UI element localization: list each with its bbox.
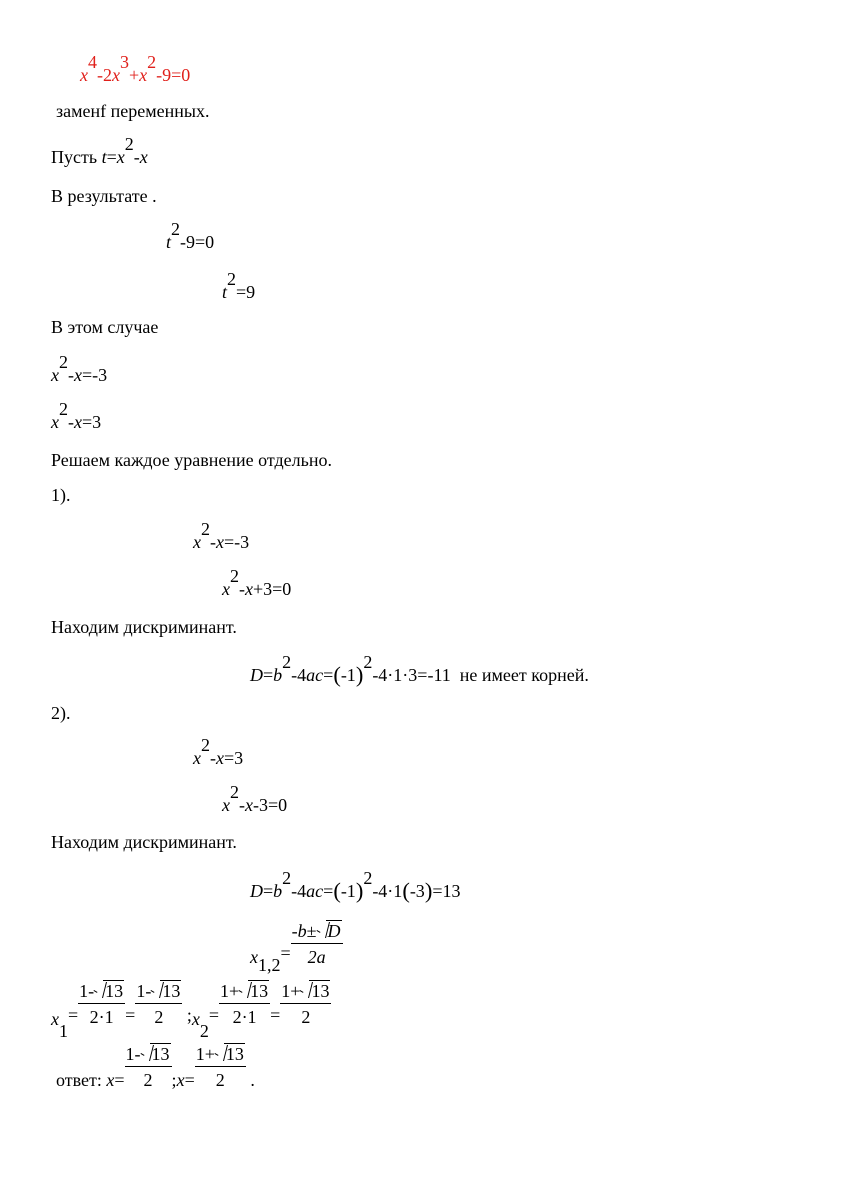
var-x: x xyxy=(74,365,82,385)
right-paren: ) xyxy=(355,878,364,904)
neg-one: -1 xyxy=(340,881,356,901)
exp-3: 3 xyxy=(120,52,129,73)
one-minus: 1- xyxy=(79,981,95,1001)
thirteen: 13 xyxy=(250,981,269,1001)
answer-line xyxy=(56,1045,255,1091)
exp-2: 2 xyxy=(124,134,134,155)
var-x: x xyxy=(51,1009,59,1030)
denominator: 2 xyxy=(143,1070,153,1090)
minus: - xyxy=(210,748,216,768)
eq-tail: -3=0 xyxy=(253,795,288,815)
minus: - xyxy=(68,412,74,432)
one-minus: 1- xyxy=(136,981,152,1001)
result-text: В результате . xyxy=(51,186,157,206)
discriminant-2 xyxy=(250,868,461,904)
let-line xyxy=(51,134,148,167)
roots-formula xyxy=(250,918,343,976)
exp-2: 2 xyxy=(201,519,210,540)
exp-2: 2 xyxy=(282,868,292,889)
thirteen: 13 xyxy=(162,981,181,1001)
left-paren: ( xyxy=(333,878,341,904)
sqrt xyxy=(215,1043,245,1063)
part1-eq-b xyxy=(222,566,292,599)
sqrt xyxy=(300,980,330,1000)
numerator xyxy=(78,980,125,1004)
var-x: x xyxy=(216,748,224,768)
one-plus: 1+ xyxy=(219,981,240,1001)
thirteen: 13 xyxy=(225,1044,244,1064)
period: . xyxy=(250,1070,255,1091)
exp-2: 2 xyxy=(59,352,68,373)
plus-sign: + xyxy=(129,65,140,85)
part-2-label: 2). xyxy=(51,703,71,723)
sqrt xyxy=(239,980,269,1000)
equals: = xyxy=(125,1005,136,1026)
var-x: x xyxy=(139,65,148,85)
sqrt xyxy=(141,1043,171,1063)
sqrt xyxy=(151,980,181,1000)
denominator: 2·1 xyxy=(89,1007,114,1027)
var-ac: ac xyxy=(306,665,324,685)
neg-three: -3 xyxy=(409,881,425,901)
minus-4: -4 xyxy=(291,665,307,685)
numerator xyxy=(280,980,331,1004)
var-b: b xyxy=(273,665,283,685)
equation-tail: -9=0 xyxy=(156,65,191,85)
denominator: 2 xyxy=(215,1070,225,1090)
exp-2: 2 xyxy=(227,269,237,290)
eq-tail: =3 xyxy=(82,412,102,432)
var-x: x xyxy=(191,1009,200,1030)
var-x: x xyxy=(74,412,82,432)
denominator: 2 xyxy=(154,1007,164,1027)
part2-eq-b xyxy=(222,782,288,815)
minus: - xyxy=(239,795,245,815)
numerator xyxy=(219,980,270,1004)
neg-one: -1 xyxy=(340,665,356,685)
var-x: x xyxy=(222,795,230,815)
exp-2: 2 xyxy=(363,868,373,889)
denominator: 2 xyxy=(301,1007,311,1027)
one-plus: 1+ xyxy=(281,981,301,1001)
part-1-label: 1). xyxy=(51,485,71,505)
var-b: b xyxy=(273,881,283,901)
subscript-2: 2 xyxy=(199,1021,209,1042)
denominator: 2·1 xyxy=(232,1007,257,1027)
exp-2: 2 xyxy=(201,735,210,756)
exp-2: 2 xyxy=(59,399,68,420)
separator: ; xyxy=(186,1005,192,1026)
eq-tail: +3=0 xyxy=(253,579,292,599)
minus: - xyxy=(210,532,216,552)
exp-2: 2 xyxy=(230,566,239,587)
exp-2: 2 xyxy=(147,52,157,73)
fraction-numerator xyxy=(291,920,343,944)
answer-fraction-1 xyxy=(125,1043,172,1089)
equals: = xyxy=(184,1070,195,1091)
case-text: В этом случае xyxy=(51,317,159,337)
discriminant-value: -4·1·3=-11 xyxy=(372,665,451,685)
thirteen: 13 xyxy=(105,981,124,1001)
eq-tail: -9=0 xyxy=(180,232,215,252)
var-D: D xyxy=(327,921,341,941)
equals: = xyxy=(106,147,117,167)
var-t: t xyxy=(222,282,228,302)
equals: = xyxy=(280,943,291,964)
minus-4: -4 xyxy=(291,881,307,901)
var-x: x xyxy=(139,147,148,167)
find-discriminant-2: Находим дискриминант. xyxy=(51,832,237,852)
equals: = xyxy=(68,1005,79,1026)
var-ac: ac xyxy=(306,881,324,901)
equals: = xyxy=(208,1005,219,1026)
part1-eq-a xyxy=(193,519,250,552)
solve-each-text: Решаем каждое уравнение отдельно. xyxy=(51,450,332,470)
exp-2: 2 xyxy=(230,782,239,803)
var-x: x xyxy=(193,748,201,768)
original-equation xyxy=(80,52,191,85)
thirteen: 13 xyxy=(151,1044,170,1064)
x2-fraction-a xyxy=(219,980,270,1026)
var-x: x xyxy=(245,795,253,815)
exp-2: 2 xyxy=(171,219,181,240)
var-x: x xyxy=(106,1070,115,1091)
one-plus: 1+ xyxy=(195,1044,215,1064)
equals: = xyxy=(263,881,274,901)
discriminant-value: =13 xyxy=(432,881,461,901)
discriminant-1 xyxy=(250,652,589,688)
part2-eq-a xyxy=(193,735,244,768)
var-x: x xyxy=(216,532,224,552)
eq-tail: =9 xyxy=(236,282,256,302)
x2-fraction-b xyxy=(280,980,331,1026)
let-word: Пусть xyxy=(51,147,98,167)
equals: = xyxy=(114,1070,125,1091)
x1-fraction-b xyxy=(135,980,182,1026)
var-t: t xyxy=(101,147,107,167)
var-t: t xyxy=(166,232,172,252)
eq-tail: =-3 xyxy=(82,365,108,385)
equals: = xyxy=(263,665,274,685)
t-squared-eq xyxy=(166,219,215,252)
equals: = xyxy=(323,881,334,901)
one-minus: 1- xyxy=(125,1044,141,1064)
method-text: заменf переменных. xyxy=(56,101,210,121)
equals: = xyxy=(323,665,334,685)
sqrt xyxy=(317,920,342,940)
separator: ; xyxy=(171,1070,177,1091)
var-x: x xyxy=(51,365,59,385)
var-x: x xyxy=(193,532,201,552)
minus: - xyxy=(239,579,245,599)
subscript-1-2: 1,2 xyxy=(258,955,281,976)
case-eq-1 xyxy=(51,352,108,385)
left-paren: ( xyxy=(333,662,341,688)
var-x: x xyxy=(222,579,230,599)
right-paren: ) xyxy=(424,878,433,904)
minus-b: -b xyxy=(291,921,307,941)
thirteen: 13 xyxy=(311,981,330,1001)
answer-fraction-2 xyxy=(195,1043,246,1089)
x1-fraction-a xyxy=(78,980,125,1026)
numerator xyxy=(125,1043,172,1067)
answer-word: ответ: xyxy=(56,1070,102,1091)
t-squared-nine xyxy=(222,269,256,302)
equals: = xyxy=(270,1005,281,1026)
var-D: D xyxy=(250,881,263,901)
var-x: x xyxy=(116,147,125,167)
exp-2: 2 xyxy=(282,652,292,673)
sqrt xyxy=(94,980,124,1000)
exp-4: 4 xyxy=(88,52,97,73)
case-eq-2 xyxy=(51,399,102,432)
subscript-1: 1 xyxy=(59,1021,68,1042)
numerator xyxy=(195,1043,246,1067)
right-paren: ) xyxy=(355,662,364,688)
no-roots-text: не имеет корней. xyxy=(459,665,589,685)
var-x: x xyxy=(250,947,258,968)
minus: - xyxy=(68,365,74,385)
roots-fraction xyxy=(291,920,343,966)
var-x: x xyxy=(112,65,120,85)
eq-tail: =-3 xyxy=(224,532,250,552)
left-paren: ( xyxy=(402,878,410,904)
find-discriminant-1: Находим дискриминант. xyxy=(51,617,237,637)
eq-tail: =3 xyxy=(224,748,244,768)
fraction-denominator xyxy=(291,944,343,966)
product: -4·1 xyxy=(372,881,403,901)
minus: - xyxy=(133,147,140,167)
two-a: 2a xyxy=(307,947,326,967)
exp-2: 2 xyxy=(363,652,373,673)
var-x: x xyxy=(80,65,88,85)
numerator xyxy=(135,980,182,1004)
var-x: x xyxy=(176,1070,185,1091)
var-x: x xyxy=(245,579,253,599)
var-D: D xyxy=(250,665,263,685)
plus-minus: ± xyxy=(306,921,317,941)
var-x: x xyxy=(51,412,59,432)
coef-minus-2: -2 xyxy=(97,65,112,85)
roots-values xyxy=(51,981,331,1042)
